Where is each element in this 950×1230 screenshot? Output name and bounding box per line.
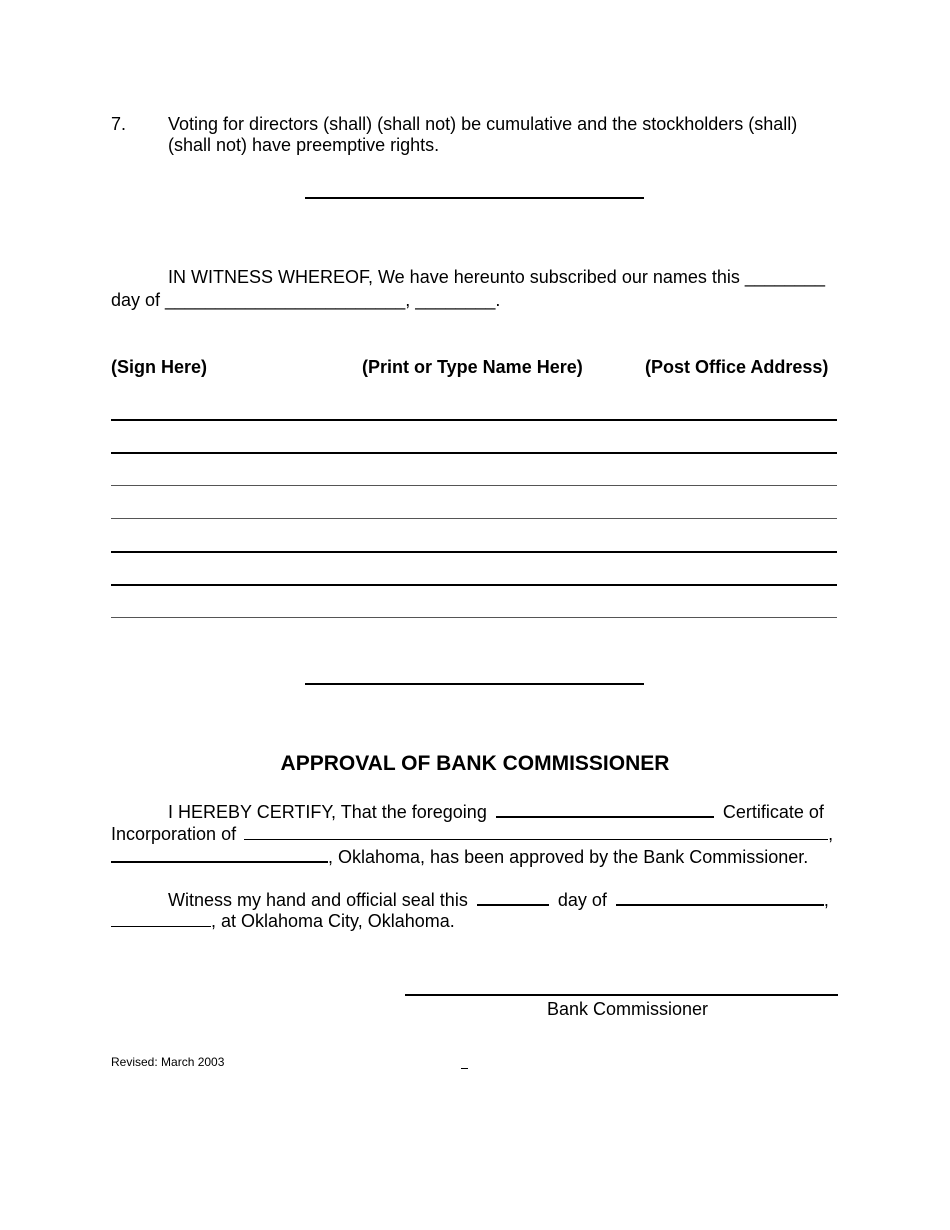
signature-line-1[interactable] bbox=[111, 419, 837, 421]
certify-line-3 bbox=[111, 844, 808, 868]
post-office-address-header: (Post Office Address) bbox=[645, 357, 829, 377]
seal-line-1 bbox=[168, 887, 829, 911]
certify-start-text: I HEREBY CERTIFY, That the foregoing bbox=[168, 802, 487, 822]
incorporation-of-text: Incorporation of bbox=[111, 824, 237, 844]
section-divider-top bbox=[305, 197, 644, 199]
section-divider-bottom bbox=[305, 683, 644, 685]
oklahoma-city-text: , at Oklahoma City, Oklahoma. bbox=[211, 911, 455, 931]
seal-day-of-text: day of bbox=[557, 890, 607, 910]
signature-line-3[interactable] bbox=[111, 485, 837, 486]
signature-line-4[interactable] bbox=[111, 518, 837, 519]
certify-line-2 bbox=[111, 822, 833, 845]
certificate-type-blank[interactable] bbox=[496, 799, 714, 818]
certificate-of-text: Certificate of bbox=[722, 802, 824, 822]
page-mark bbox=[461, 1068, 468, 1069]
corporation-name-blank[interactable] bbox=[244, 822, 828, 840]
certify-line-1 bbox=[168, 799, 824, 823]
item-7-line-1: Voting for directors (shall) (shall not) be cumulative and the stockholders (shall) bbox=[168, 114, 798, 134]
signature-line-5[interactable] bbox=[111, 551, 837, 553]
signature-line-2[interactable] bbox=[111, 452, 837, 454]
seal-day-blank[interactable] bbox=[477, 887, 549, 906]
approval-title: APPROVAL OF BANK COMMISSIONER bbox=[280, 752, 670, 775]
trailing-comma: , bbox=[828, 824, 834, 844]
item-number: 7. bbox=[111, 114, 127, 134]
seal-year-blank[interactable] bbox=[111, 909, 211, 927]
item-7-line-2: (shall not) have preemptive rights. bbox=[168, 135, 440, 155]
witness-line-2: day of ________________________, ________. bbox=[111, 290, 501, 310]
seal-line-2 bbox=[111, 909, 455, 932]
oklahoma-approved-text: , Oklahoma, has been approved by the Bank Commissioner. bbox=[328, 847, 809, 867]
witness-line-1: IN WITNESS WHEREOF, We have hereunto subscribed our names this ________ bbox=[168, 267, 825, 287]
seal-comma: , bbox=[823, 890, 829, 910]
commissioner-signature-line[interactable] bbox=[405, 994, 838, 996]
seal-start-text: Witness my hand and official seal this bbox=[168, 890, 468, 910]
print-name-header: (Print or Type Name Here) bbox=[362, 357, 583, 377]
signature-line-7[interactable] bbox=[111, 617, 837, 618]
bank-commissioner-label: Bank Commissioner bbox=[546, 999, 709, 1019]
sign-here-header: (Sign Here) bbox=[111, 357, 208, 377]
city-blank[interactable] bbox=[111, 844, 328, 863]
signature-line-6[interactable] bbox=[111, 584, 837, 586]
revised-date: Revised: March 2003 bbox=[111, 1055, 225, 1069]
seal-month-blank[interactable] bbox=[616, 887, 824, 906]
